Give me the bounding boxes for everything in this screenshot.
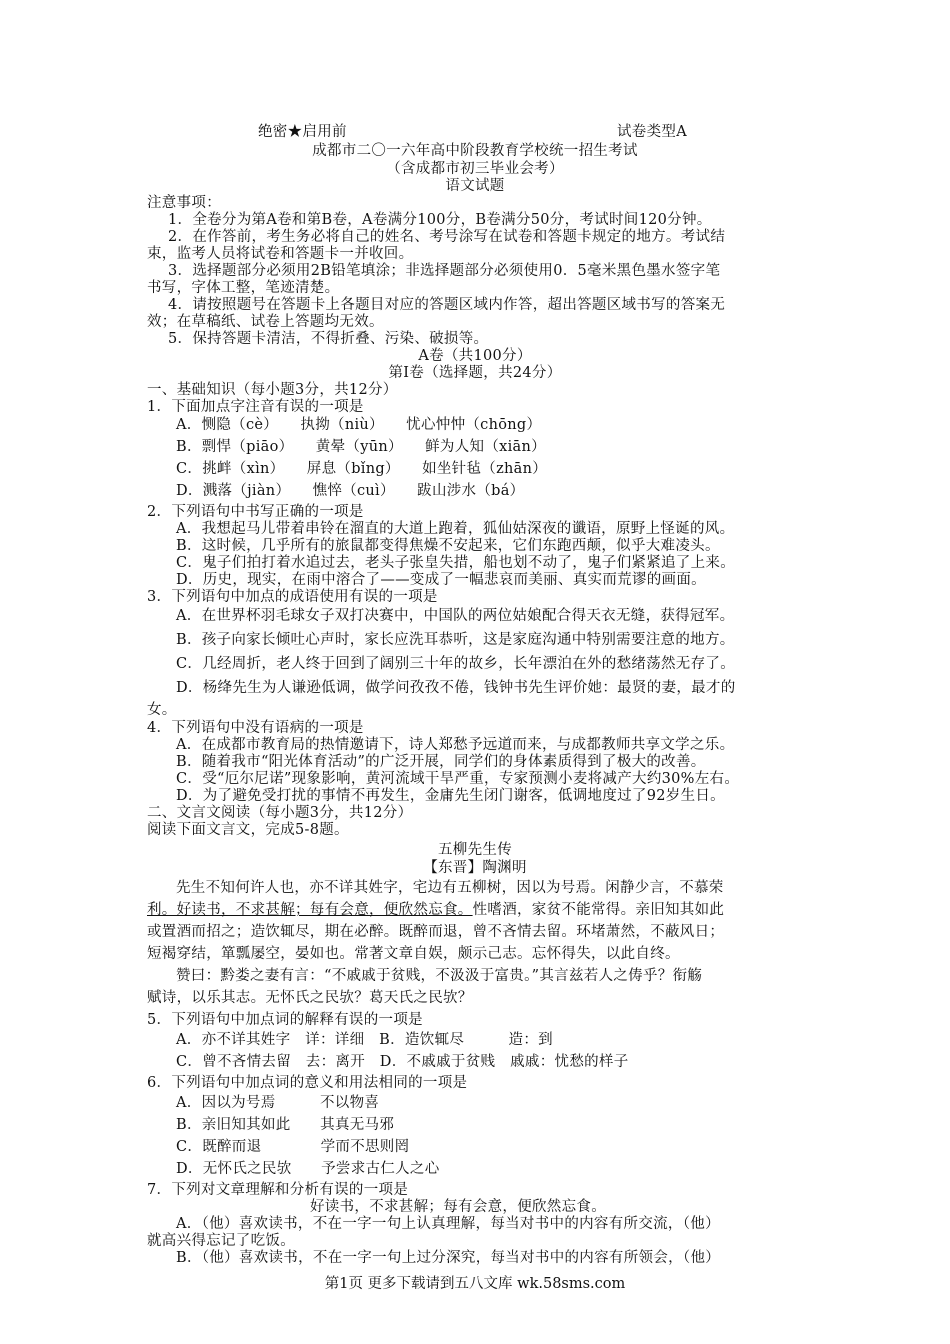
exam-subtitle: （含成都市初三毕业会考）: [386, 161, 564, 177]
q6-option-b: B．亲旧知其如此 其真无马邪: [176, 1117, 395, 1133]
q2-stem: 2．下列语句中书写正确的一项是: [147, 504, 364, 520]
q5-stem: 5．下列语句中加点词的解释有误的一项是: [147, 1012, 423, 1028]
passage-line-2-rest: 性嗜酒，家贫不能常得。亲旧知其如此: [472, 902, 725, 918]
q4-option-a: A．在成都市教育局的热情邀请下，诗人郑愁予远道而来，与成都教师共享文学之乐。: [176, 737, 735, 753]
q6-option-a: A．因以为号焉 不以物喜: [176, 1095, 380, 1111]
subject-title: 语文试题: [445, 178, 505, 194]
passage-author: 【东晋】陶渊明: [423, 860, 527, 876]
section-1-heading: 一、基础知识（每小题3分，共12分）: [147, 382, 398, 398]
q1-option-c: C．挑衅（xìn） 屏息（bǐng） 如坐针毡（zhān）: [176, 461, 548, 477]
q7-option-b-line1: B．（他）喜欢读书，不在一字一句上过分深究，每当对书中的内容有所领会，（他）: [176, 1250, 721, 1266]
section-2-heading: 二、文言文阅读（每小题3分，共12分）: [147, 805, 413, 821]
note-2b: 束，监考人员将试卷和答题卡一并收回。: [147, 246, 414, 262]
part1-heading: 第Ⅰ卷（选择题，共24分）: [388, 365, 562, 381]
q3-option-a: A．在世界杯羽毛球女子双打决赛中，中国队的两位姑娘配合得天衣无缝，获得冠军。: [176, 608, 735, 624]
passage-line-2: [147, 900, 724, 920]
page-footer: 第1页 更多下载请到五八文库 wk.58sms.com: [324, 1276, 626, 1292]
q6-option-c: C．既醉而退 学而不思则罔: [176, 1139, 410, 1155]
passage-title: 五柳先生传: [438, 842, 512, 858]
q3-option-b: B．孩子向家长倾吐心声时，家长应洗耳恭听，这是家庭沟通中特别需要注意的地方。: [176, 632, 735, 648]
q1-stem: 1．下面加点字注音有误的一项是: [147, 399, 364, 415]
q5-options-ab: A．亦不详其姓字 详：详细 B．造饮辄尽 造：到: [176, 1032, 553, 1048]
note-1: 1．全卷分为第A卷和第B卷，A卷满分100分，B卷满分50分，考试时间120分钟。: [168, 212, 712, 228]
note-4b: 效；在草稿纸、试卷上答题均无效。: [147, 314, 384, 330]
section-2-intro: 阅读下面文言文，完成5-8题。: [147, 822, 349, 838]
note-4a: 4．请按照题号在答题卡上各题目对应的答题区域内作答，超出答题区域书写的答案无: [168, 297, 726, 313]
q4-stem: 4．下列语句中没有语病的一项是: [147, 720, 364, 736]
a-paper-heading: A卷（共100分）: [418, 348, 532, 364]
q2-option-b: B．这时候，几乎所有的旅鼠都变得焦燥不安起来，它们东跑西颠，似乎大难凌头。: [176, 538, 720, 554]
q1-option-d: D．溅落（jiàn） 憔悴（cuì） 跋山涉水（bá）: [176, 483, 525, 499]
q2-option-c: C．鬼子们拍打着水追过去，老头子张皇失措，船也划不动了，鬼子们紧紧追了上来。: [176, 555, 735, 571]
q6-option-d: D．无怀氏之民欤 予尝求古仁人之心: [176, 1161, 440, 1177]
q3-option-c: C．几经周折，老人终于回到了阔别三十年的故乡，长年漂泊在外的愁绪荡然无存了。: [176, 656, 735, 672]
note-3b: 书写，字体工整，笔迹清楚。: [147, 280, 340, 296]
q5-options-cd: C．曾不吝情去留 去：离开 D．不戚戚于贫贱 戚戚：忧愁的样子: [176, 1054, 629, 1070]
note-2a: 2．在作答前，考生务必将自己的姓名、考号涂写在试卷和答题卡规定的地方。考试结: [168, 229, 726, 245]
q7-option-a-line1: A．（他）喜欢读书，不在一字一句上认真理解，每当对书中的内容有所交流，（他）: [176, 1216, 720, 1232]
passage-line-5: 赞曰：黔娄之妻有言：“不戚戚于贫贱，不汲汲于富贵。”其言兹若人之俦乎？衔觞: [176, 968, 703, 984]
q4-option-d: D．为了避免受打扰的事情不再发生，金庸先生闭门谢客，低调地度过了92岁生日。: [176, 788, 725, 804]
note-5: 5．保持答题卡清洁，不得折叠、污染、破损等。: [168, 331, 489, 347]
q4-option-c: C．受“厄尔尼诺”现象影响，黄河流域干旱严重，专家预测小麦将减产大约30%左右。: [176, 771, 740, 787]
q7-option-a-line2: 就高兴得忘记了吃饭。: [147, 1233, 295, 1249]
q7-stem: 7．下列对文章理解和分析有误的一项是: [147, 1182, 409, 1198]
passage-underlined-sentence: 利。好读书，不求甚解；每有会意，便欣然忘食。: [147, 902, 473, 918]
q4-option-b: B．随着我市“阳光体育活动”的广泛开展，同学们的身体素质得到了极大的改善。: [176, 754, 706, 770]
q3-option-d-line1: D．杨绛先生为人谦逊低调，做学问孜孜不倦，钱钟书先生评价她：最贤的妻，最才的: [176, 680, 736, 696]
passage-line-6: 赋诗，以乐其志。无怀氏之民欤？葛天氏之民欤？: [147, 990, 473, 1006]
exam-title: 成都市二〇一六年高中阶段教育学校统一招生考试: [312, 143, 638, 159]
passage-line-3: 或置酒而招之；造饮辄尽，期在必醉。既醉而退，曾不吝情去留。环堵萧然，不蔽风日；: [147, 924, 725, 940]
paper-type-label: 试卷类型A: [617, 124, 687, 140]
q1-option-b: B．剽悍（piāo） 黄晕（yūn） 鲜为人知（xiān）: [176, 439, 546, 455]
passage-line-1: 先生不知何许人也，亦不详其姓字，宅边有五柳树，因以为号焉。闲静少言，不慕荣: [176, 880, 724, 896]
notes-heading: 注意事项：: [147, 195, 221, 211]
passage-line-4: 短褐穿结，箪瓢屡空，晏如也。常著文章自娱，颇示己志。忘怀得失，以此自终。: [147, 946, 680, 962]
q2-option-d: D．历史，现实，在雨中溶合了——变成了一幅悲哀而美丽、真实而荒谬的画面。: [176, 572, 706, 588]
q3-option-d-line2: 女。: [147, 702, 177, 718]
q3-stem: 3．下列语句中加点的成语使用有误的一项是: [147, 589, 438, 605]
secret-label: 绝密★启用前: [258, 124, 347, 140]
note-3a: 3．选择题部分必须用2B铅笔填涂；非选择题部分必须使用0．5毫米黑色墨水签字笔: [168, 263, 721, 279]
q6-stem: 6．下列语句中加点词的意义和用法相同的一项是: [147, 1075, 468, 1091]
q7-quote: 好读书，不求甚解；每有会意，便欣然忘食。: [310, 1199, 606, 1215]
q2-option-a: A．我想起马儿带着串铃在溜直的大道上跑着，狐仙姑深夜的谶语，原野上怪诞的风。: [176, 521, 735, 537]
q1-option-a: A．恻隐（cè） 执拗（niù） 忧心忡忡（chōng）: [176, 417, 542, 433]
